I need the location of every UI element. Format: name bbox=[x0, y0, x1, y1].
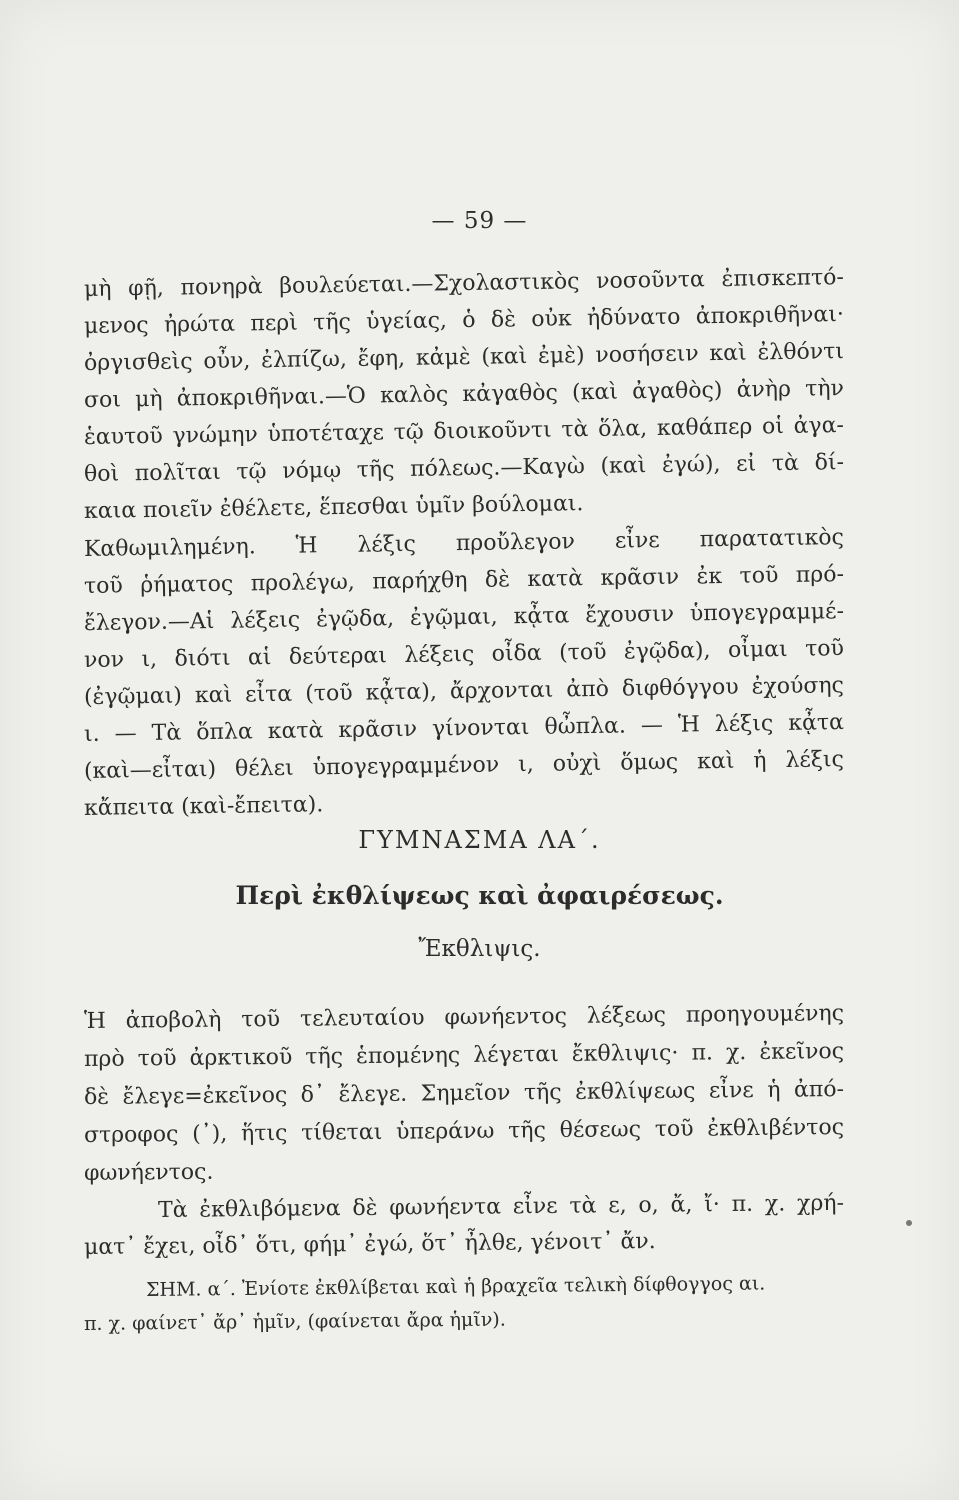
text-line: (καὶ—εἶται) θέλει ὑπογεγραμμένον ι, οὐχὶ ὅμως καὶ ἡ λέξις bbox=[83, 747, 845, 784]
section-heading: Περὶ ἐκθλίψεως καὶ ἀφαιρέσεως. bbox=[235, 881, 724, 910]
text-line: Ἡ ἀποβολὴ τοῦ τελευταίου φωνήεντος λέξεως προηγουμένης bbox=[83, 1001, 845, 1034]
text-line: στροφος (᾿), ἥτις τίθεται ὑπεράνω τῆς θέσεως τοῦ ἐκθλιβέντος bbox=[83, 1115, 845, 1148]
text-line: κἄπειτα (καὶ-ἔπειτα). bbox=[83, 792, 324, 821]
subsection-heading: Ἔκθλιψις. bbox=[418, 936, 541, 962]
note-line: π. χ. φαίνετ᾿ ἄρ᾿ ἡμῖν, (φαίνεται ἄρα ἡμῖν). bbox=[83, 1308, 506, 1335]
text-line: ἑαυτοῦ γνώμην ὑποτέταχε τῷ διοικοῦντι τὰ ὅλα, καθάπερ οἱ ἀγα- bbox=[83, 413, 845, 450]
text-line: Καθωμιλημένη. Ἡ λέξις προὔλεγον εἶνε παρατατικὸς bbox=[83, 525, 845, 562]
text-line: μενος ἠρώτα περὶ τῆς ὑγείας, ὁ δὲ οὐκ ἠδύνατο ἀποκριθῆναι· bbox=[83, 302, 845, 339]
page-number: — 59 — bbox=[431, 208, 528, 234]
text-line: Τὰ ἐκθλιβόμενα δὲ φωνήεντα εἶνε τὰ ε, ο, ἄ, ἴ· π. χ. χρή- bbox=[157, 1190, 845, 1223]
text-line: δὲ ἔλεγε=ἐκεῖνος δ᾿ ἔλεγε. Σημεῖον τῆς ἐκθλίψεως εἶνε ἡ ἀπό- bbox=[83, 1077, 845, 1110]
text-line: σοι μὴ ἀποκριθῆναι.—Ὁ καλὸς κἀγαθὸς (καὶ ἀγαθὸς) ἀνὴρ τὴν bbox=[83, 376, 845, 413]
text-line: φωνήεντος. bbox=[83, 1159, 214, 1186]
ink-speck bbox=[906, 1220, 912, 1226]
text-line: ματ᾿ ἔχει, οἶδ᾿ ὅτι, φήμ᾿ ἐγώ, ὅτ᾿ ἦλθε, γένοιτ᾿ ἄν. bbox=[83, 1229, 656, 1260]
text-line: πρὸ τοῦ ἀρκτικοῦ τῆς ἑπομένης λέγεται ἔκθλιψις· π. χ. ἐκεῖνος bbox=[83, 1039, 845, 1072]
text-line: μὴ φῇ, πονηρὰ βουλεύεται.—Σχολαστικὸς νοσοῦντα ἐπισκεπτό- bbox=[83, 265, 845, 302]
text-line: καια ποιεῖν ἐθέλετε, ἕπεσθαι ὑμῖν βούλομαι. bbox=[83, 491, 584, 524]
text-line: ἔλεγον.—Αἱ λέξεις ἐγῷδα, ἐγῷμαι, κᾆτα ἔχουσιν ὑπογεγραμμέ- bbox=[83, 599, 845, 636]
exercise-heading: ΓΥΜΝΑΣΜΑ ΛΑ΄. bbox=[358, 826, 601, 854]
text-line: (ἐγῷμαι) καὶ εἶτα (τοῦ κᾆτα), ἄρχονται ἀπὸ διφθόγγου ἐχούσης bbox=[83, 673, 845, 710]
text-line: θοὶ πολῖται τῷ νόμῳ τῆς πόλεως.—Καγὼ (καὶ ἐγώ), εἰ τὰ δί- bbox=[83, 450, 845, 487]
text-line: νον ι, διότι αἱ δεύτεραι λέξεις οἶδα (τοῦ ἐγῷδα), οἶμαι τοῦ bbox=[83, 636, 845, 673]
text-line: τοῦ ῥήματος προλέγω, παρήχθη δὲ κατὰ κρᾶσιν ἐκ τοῦ πρό- bbox=[83, 562, 845, 599]
text-line: ὀργισθεὶς οὖν, ἐλπίζω, ἔφη, κἀμὲ (καὶ ἐμὲ) νοσήσειν καὶ ἐλθόντι bbox=[83, 339, 845, 376]
note-line: ΣΗΜ. α΄. Ἐνίοτε ἐκθλίβεται καὶ ἡ βραχεῖα τελικὴ δίφθογγος αι. bbox=[145, 1272, 766, 1301]
text-line: ι. — Τὰ ὅπλα κατὰ κρᾶσιν γίνονται θὦπλα. — Ἡ λέξις κᾆτα bbox=[83, 710, 845, 747]
